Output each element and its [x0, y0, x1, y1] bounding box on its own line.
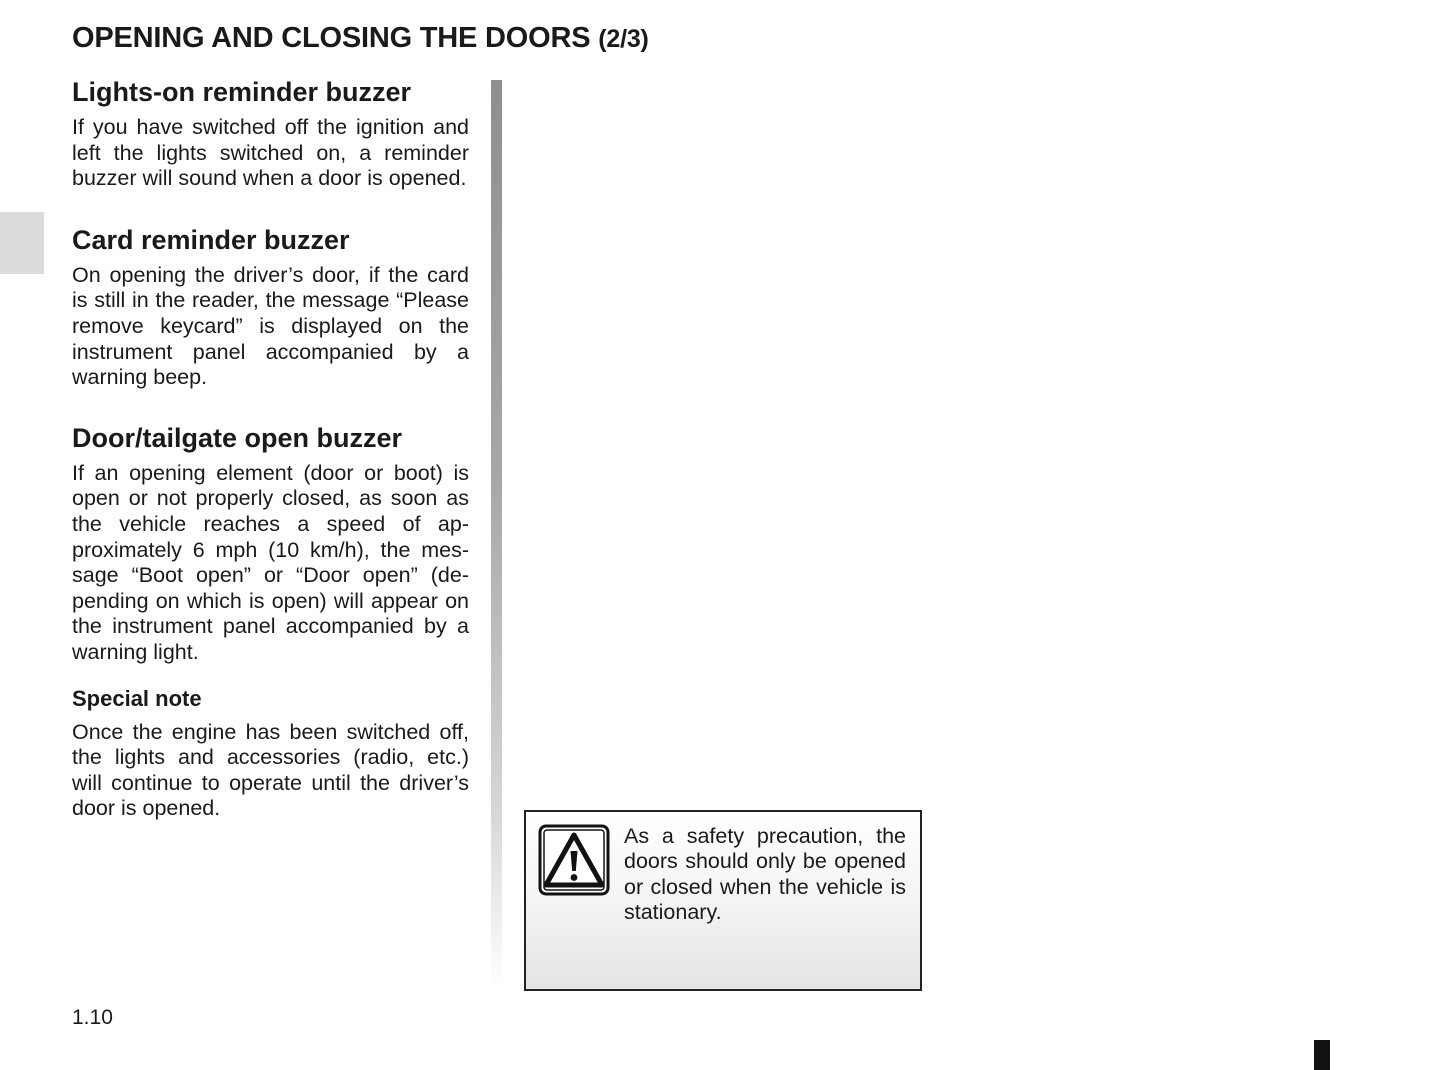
section-heading: Lights-on reminder buzzer: [72, 77, 412, 107]
section-lights-on-reminder: [72, 74, 469, 192]
section-special-note: [72, 684, 469, 822]
section-card-reminder: [72, 222, 469, 391]
section-body: Once the engine has been switched off, the lights and accessories (radio, etc.) will continue to operate until the driver’s door is opened.: [72, 719, 469, 821]
chapter-tab: [0, 212, 44, 274]
section-heading: Door/tailgate open buzzer: [72, 422, 403, 453]
page-title: [72, 22, 649, 55]
column-divider: [491, 80, 502, 990]
page-number: 1.10: [72, 1006, 113, 1029]
section-body: If an opening element (door or boot) is open or not properly closed, as soon as the vehicle reaches a speed of approximately 6 mph (10 km/h), the message “Boot open” or “Door open” (depending on which is open) will appear on the instrument panel accompanied by a warning light.: [72, 460, 469, 664]
text-column: [72, 72, 469, 822]
warning-triangle-icon: [538, 824, 610, 896]
section-subheading: Special note: [72, 685, 202, 711]
section-heading: Card reminder buzzer: [72, 224, 350, 255]
warning-box: [524, 810, 922, 991]
section-door-open-buzzer: [72, 420, 469, 666]
page-corner-mark: [1314, 1040, 1330, 1070]
page-title-suffix: (2/3): [598, 25, 649, 53]
section-body: If you have switched off the ignition and left the lights switched on, a reminder buzzer will sound when a door is opened.: [72, 115, 469, 191]
warning-text: As a safety precaution, the doors should only be opened or closed when the vehicle is stationary.: [624, 824, 906, 925]
section-body: On opening the driver’s door, if the card is still in the reader, the message “Please remove keycard” is displayed on the instrument panel accompanied by a warning beep.: [72, 262, 469, 390]
page-title-text: OPENING AND CLOSING THE DOORS: [72, 22, 591, 54]
